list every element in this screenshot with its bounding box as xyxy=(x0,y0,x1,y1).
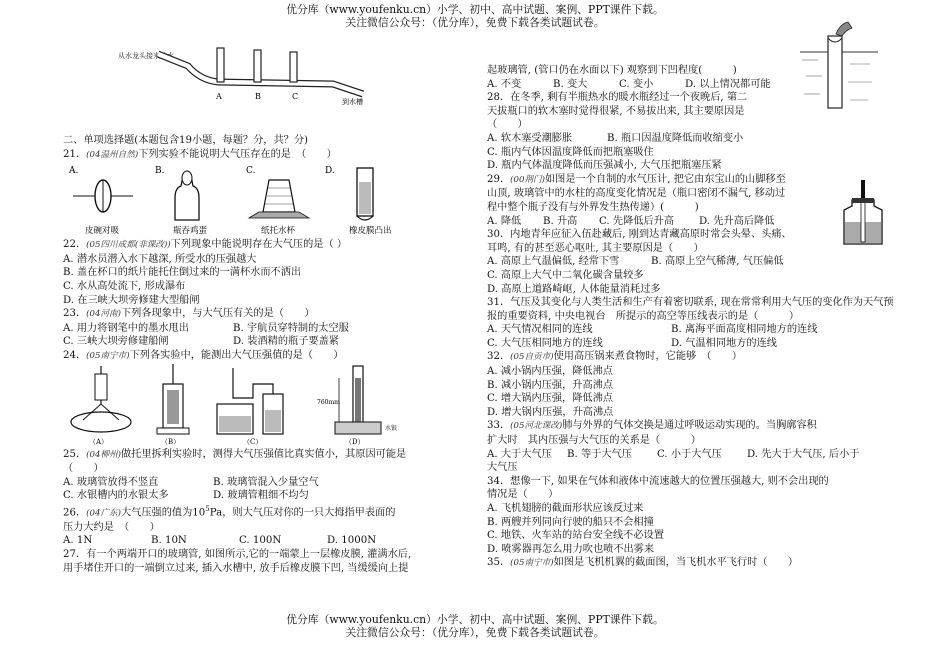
q29-option-d: D. 先升高后降低 xyxy=(699,215,775,227)
q23-options-row-2 xyxy=(63,335,463,349)
question-23: 23．(04河南)下列各现象中，与大气压有关的是（ ） xyxy=(63,308,315,320)
pipe-label-c: C xyxy=(292,92,299,101)
q21-fig-b-caption: 瓶吞鸡蛋 xyxy=(173,226,208,237)
q32-option-a: A. 减小锅内压强，降低沸点 xyxy=(487,366,613,378)
question-27: 27．有一个两端开口的玻璃管, 如图所示,它的一端蒙上一层橡皮膜, 灌满水后, xyxy=(63,549,412,561)
right-column xyxy=(487,64,894,571)
q33-stem-2: 扩大时 其内压强与大气压的关系是（ ） xyxy=(487,435,701,447)
q27-option-d: D. 以上情况都可能 xyxy=(685,78,771,90)
q34-option-a: A. 飞机翅膀的截面形状应该反过来 xyxy=(487,503,644,514)
q25-bracket: （ ） xyxy=(63,463,104,475)
q29-options xyxy=(487,215,887,229)
q29-option-c: C. 先降低后升高 xyxy=(599,215,675,227)
q28-stem-2: 天拔瓶口的软木塞时觉得很紧, 不易拔出来, 其主要原因是 xyxy=(487,105,745,117)
question-32: 32．(05自贡市)使用高压锅来煮食物时，它能够 （ ） xyxy=(487,351,743,363)
q25-option-a: A. 玻璃管放得不竖直 xyxy=(63,476,159,488)
q34-stem-2: 情况是（ ） xyxy=(487,489,559,501)
q25-options-row-2 xyxy=(63,489,463,503)
q27-stem-3: 起玻璃管, (管口仍在水面以下) 观察到下凹程度( ) xyxy=(487,65,737,76)
q28-option-c: C. 瓶内气体因温度降低而把瓶塞吸住 xyxy=(487,146,654,158)
pipe-figure-source-label: 从水龙头接来的水 xyxy=(118,52,174,60)
q27-option-c: C. 变小 xyxy=(619,78,654,90)
q33-option-tail: 大气压 xyxy=(487,462,518,474)
q26-options xyxy=(63,534,463,548)
q21-figures xyxy=(63,162,463,238)
q34-option-b: B. 两艘并列同向行驶的船只不会相撞 xyxy=(487,516,654,528)
question-24: 24．(05南宁市)下列各实验中，能测出大气压强值的是（ ） xyxy=(63,349,344,361)
q26-option-d: D. 1000N xyxy=(327,535,377,547)
q32-stem: 使用高压锅来煮食物时，它能够 （ ） xyxy=(553,351,743,363)
q31-stem-2: 报的重要资料, 中央电视台 所提示的高空等压线表示的是（ ） xyxy=(487,310,800,322)
q31-option-d: D. 气温相同地方的连线 xyxy=(671,337,777,349)
q29-stem-3: 程中整个瓶子没有与外界发生热传递）( ) xyxy=(487,201,699,213)
q22-option-a: A. 潜水员潜入水下越深, 所受水的压强越大 xyxy=(63,253,257,265)
q26-option-a: A. 1N xyxy=(63,535,93,547)
q27-option-a: A. 不变 xyxy=(487,78,522,90)
q29-stem-2: 山顶, 玻璃管中的水柱的高度变化情况是（瓶口密闭不漏气, 移动过 xyxy=(487,188,786,200)
q30-stem-2: 耳鸣, 有的甚至恶心呕吐, 其主要原因是（ ） xyxy=(487,242,704,254)
q21-stem: 下列实验不能说明大气压存在的是 （ ） xyxy=(138,148,337,160)
q24-mercury-label: 水银 xyxy=(385,424,398,432)
q33-option-a: A. 大于大气压 xyxy=(487,448,552,460)
q22-stem: 下列现象中能说明存在大气压的是（ ） xyxy=(170,239,348,251)
q23-stem: 下列各现象中，与大气压有关的是（ ） xyxy=(121,308,315,320)
question-34: 34．想像一下, 如果在气体和液体中流速越大的位置压强越大, 则不会出现的 xyxy=(487,475,829,487)
q25-option-c: C. 水银槽内的水银太多 xyxy=(63,490,169,502)
q25-options-row-1 xyxy=(63,476,463,490)
q21-fig-c-caption: 纸托水杯 xyxy=(261,226,296,237)
q24-fig-d-label: （D） xyxy=(345,437,365,446)
question-22: 22．(05四川成都(非课改))下列现象中能说明存在大气压的是（ ） xyxy=(63,239,348,251)
q30-options-row-1 xyxy=(487,255,887,269)
q30-option-c: C. 高原上大气中二氧化碳含量较多 xyxy=(487,269,644,281)
header-line-1: 优分库（www.youfenku.cn）小学、初中、高中试题、案例、PPT课件下载。 xyxy=(286,3,664,16)
q21-fig-d-caption: 橡皮膜凸出 xyxy=(349,226,392,237)
left-column xyxy=(63,64,463,575)
question-35: 35．(05南宁市)如图是飞机机翼的截面图，当飞机水平飞行时（ ） xyxy=(487,557,799,569)
q27-stem: 有一个两端开口的玻璃管, 如图所示,它的一端蒙上一层橡皮膜, 灌满水后, xyxy=(86,549,412,561)
q24-fig-c-label: （C） xyxy=(243,437,263,446)
q28-options-row-1 xyxy=(487,132,887,146)
q24-fig-a-label: （A） xyxy=(89,437,109,446)
q24-figures xyxy=(63,364,463,448)
q21-fig-d-letter: D. xyxy=(325,166,335,177)
section-title: 二、单项选择题(本题包含19小题，每题？分，共？分) xyxy=(63,135,309,146)
q28-option-d: D. 瓶内气体温度降低而压强减小, 大气压把瓶塞压紧 xyxy=(487,160,722,172)
q35-stem: 如图是飞机机翼的截面图，当飞机水平飞行时（ ） xyxy=(553,557,799,569)
q33-stem: 肺与外界的气体交换是通过呼吸运动实现的。当胸廓容积 xyxy=(562,420,817,432)
q23-options-row-1 xyxy=(63,322,463,336)
q22-option-d: D. 在三峡大坝旁修建大型船闸 xyxy=(63,294,200,306)
q32-option-b: B. 减小锅内压强，升高沸点 xyxy=(487,379,614,391)
q34-stem: 想像一下, 如果在气体和液体中流速越大的位置压强越大, 则不会出现的 xyxy=(510,475,829,487)
q23-option-b: B. 宇航员穿特制的太空服 xyxy=(233,322,349,334)
pipe-figure-drain-label: 到水槽 xyxy=(342,98,363,106)
q33-option-d: D. 先大于大气压, 后小于 xyxy=(747,448,860,460)
q30-option-b: B. 高原上空气稀薄, 气压偏低 xyxy=(651,256,784,268)
q24-height-label: 760mm xyxy=(317,398,340,406)
pipe-label-b: B xyxy=(255,92,261,101)
q31-option-a: A. 天气情况相同的连线 xyxy=(487,324,593,336)
q29-option-b: B. 升高 xyxy=(543,215,578,227)
q32-option-c: C. 增大锅内压强，降低沸点 xyxy=(487,393,613,405)
pipe-label-a: A xyxy=(216,92,222,101)
question-31: 31．气压及其变化与人类生活和生产有着密切联系, 现在常常利用大气压的变化作为天气预 xyxy=(487,297,894,309)
footer-banner xyxy=(0,613,950,639)
q26-stem-2: 压力大约是 （ ） xyxy=(63,521,160,533)
q31-option-c: C. 大气压相同地方的连线 xyxy=(487,337,603,349)
q30-stem: 内地青年应征入伍赴藏后, 刚到达青藏高原时常会头晕、头痛、 xyxy=(510,229,792,241)
q25-option-b: B. 玻璃管混入少量空气 xyxy=(213,476,319,488)
q26-option-b: B. 10N xyxy=(151,535,187,547)
q28-bracket: （ ） xyxy=(487,119,528,131)
q29-stem: 如图是一个自制的水气压计, 把它由东宝山的山脚移至 xyxy=(545,173,786,185)
q22-option-b: B. 盖在杯口的纸片能托住倒过来的一满杯水而不洒出 xyxy=(63,267,302,279)
q21-fig-a-caption: 皮碗对吸 xyxy=(85,226,120,237)
q27-option-b: B. 变大 xyxy=(553,78,588,90)
q30-option-d: D. 高原上道路崎岖, 人体能量消耗过多 xyxy=(487,283,661,295)
q21-fig-c-letter: C. xyxy=(246,166,256,177)
header-line-2: 关注微信公众号：（优分库），免费下载各类试题试卷。 xyxy=(345,16,605,29)
q31-stem: 气压及其变化与人类生活和生产有着密切联系, 现在常常利用大气压的变化作为天气预 xyxy=(510,297,894,309)
q25-stem: 做托里拆利实验时，测得大气压强值比真实值小，其原因可能是 xyxy=(121,448,407,460)
question-30: 30．内地青年应征入伍赴藏后, 刚到达青藏高原时常会头晕、头痛、 xyxy=(487,229,792,241)
q25-option-d: D. 玻璃管粗细不均匀 xyxy=(213,490,309,502)
q23-option-c: C. 三峡大坝旁修建船闸 xyxy=(63,336,169,348)
q28-stem: 在冬季, 剩有半瓶热水的暖水瓶经过一个夜晚后, 第二 xyxy=(510,92,748,104)
q22-option-c: C. 水从高处流下, 形成瀑布 xyxy=(63,280,186,292)
question-25: 25．(04柳州)做托里拆利实验时，测得大气压强值比真实值小，其原因可能是 xyxy=(63,448,407,460)
footer-line-1: 优分库（www.youfenku.cn）小学、初中、高中试题、案例、PPT课件下载。 xyxy=(286,613,664,626)
q30-option-a: A. 高原上气温偏低, 经常下雪 xyxy=(487,256,620,268)
q33-option-c: C. 小于大气压 xyxy=(657,448,722,460)
q24-stem: 下列各实验中，能测出大气压强值的是（ ） xyxy=(129,349,344,361)
question-21 xyxy=(63,148,463,163)
q32-option-d: D. 增大锅内压强，升高沸点 xyxy=(487,406,614,418)
q28-option-b: B. 瓶口因温度降低而收缩变小 xyxy=(607,132,744,144)
q24-fig-b-label: （B） xyxy=(161,437,181,446)
q31-options-row-1 xyxy=(487,323,887,337)
q27-stem-2: 用手堵住开口的一端倒立过来, 插入水槽中, 放手后橡皮膜下凹, 当缓缓向上提 xyxy=(63,562,409,574)
q33-option-b: B. 等于大气压 xyxy=(567,448,632,460)
question-26: 26．(04广东)大气压强的值为$10^5Pa$，则大气压对你的一只大拇指甲表面的 xyxy=(63,504,396,519)
q26-option-c: C. 100N xyxy=(239,535,282,547)
question-28: 28．在冬季, 剩有半瓶热水的暖水瓶经过一个夜晚后, 第二 xyxy=(487,92,748,104)
q33-options xyxy=(487,448,887,462)
q34-option-c: C. 地铁、火车站的站台安全线不必设置 xyxy=(487,530,664,542)
q29-option-a: A. 降低 xyxy=(487,215,522,227)
q23-option-a: A. 用力将钢笔中的墨水甩出 xyxy=(63,322,189,334)
q29-barometer-figure xyxy=(840,180,886,246)
q31-options-row-2 xyxy=(487,337,887,351)
q28-option-a: A. 软木塞受潮膨胀 xyxy=(487,132,573,144)
q21-fig-b-letter: B. xyxy=(155,166,165,177)
q34-option-d: D. 喷雾器再怎么用力吹也喷不出雾来 xyxy=(487,543,655,555)
q21-fig-a-letter: A. xyxy=(69,166,79,177)
question-29: 29．(00荆门)如图是一个自制的水气压计, 把它由东宝山的山脚移至 xyxy=(487,173,786,185)
q31-option-b: B. 离海平面高度相同地方的连线 xyxy=(671,324,818,336)
question-33: 33．(05河北课改)肺与外界的气体交换是通过呼吸运动实现的。当胸廓容积 xyxy=(487,420,817,432)
q21-source: (04温州自然) xyxy=(86,149,139,160)
footer-line-2: 关注微信公众号：（优分库），免费下载各类试题试卷。 xyxy=(345,626,605,639)
q23-option-d: D. 装酒精的瓶子要盖紧 xyxy=(233,336,339,348)
q21-number: 21． xyxy=(63,148,87,160)
q27-options xyxy=(487,78,887,92)
